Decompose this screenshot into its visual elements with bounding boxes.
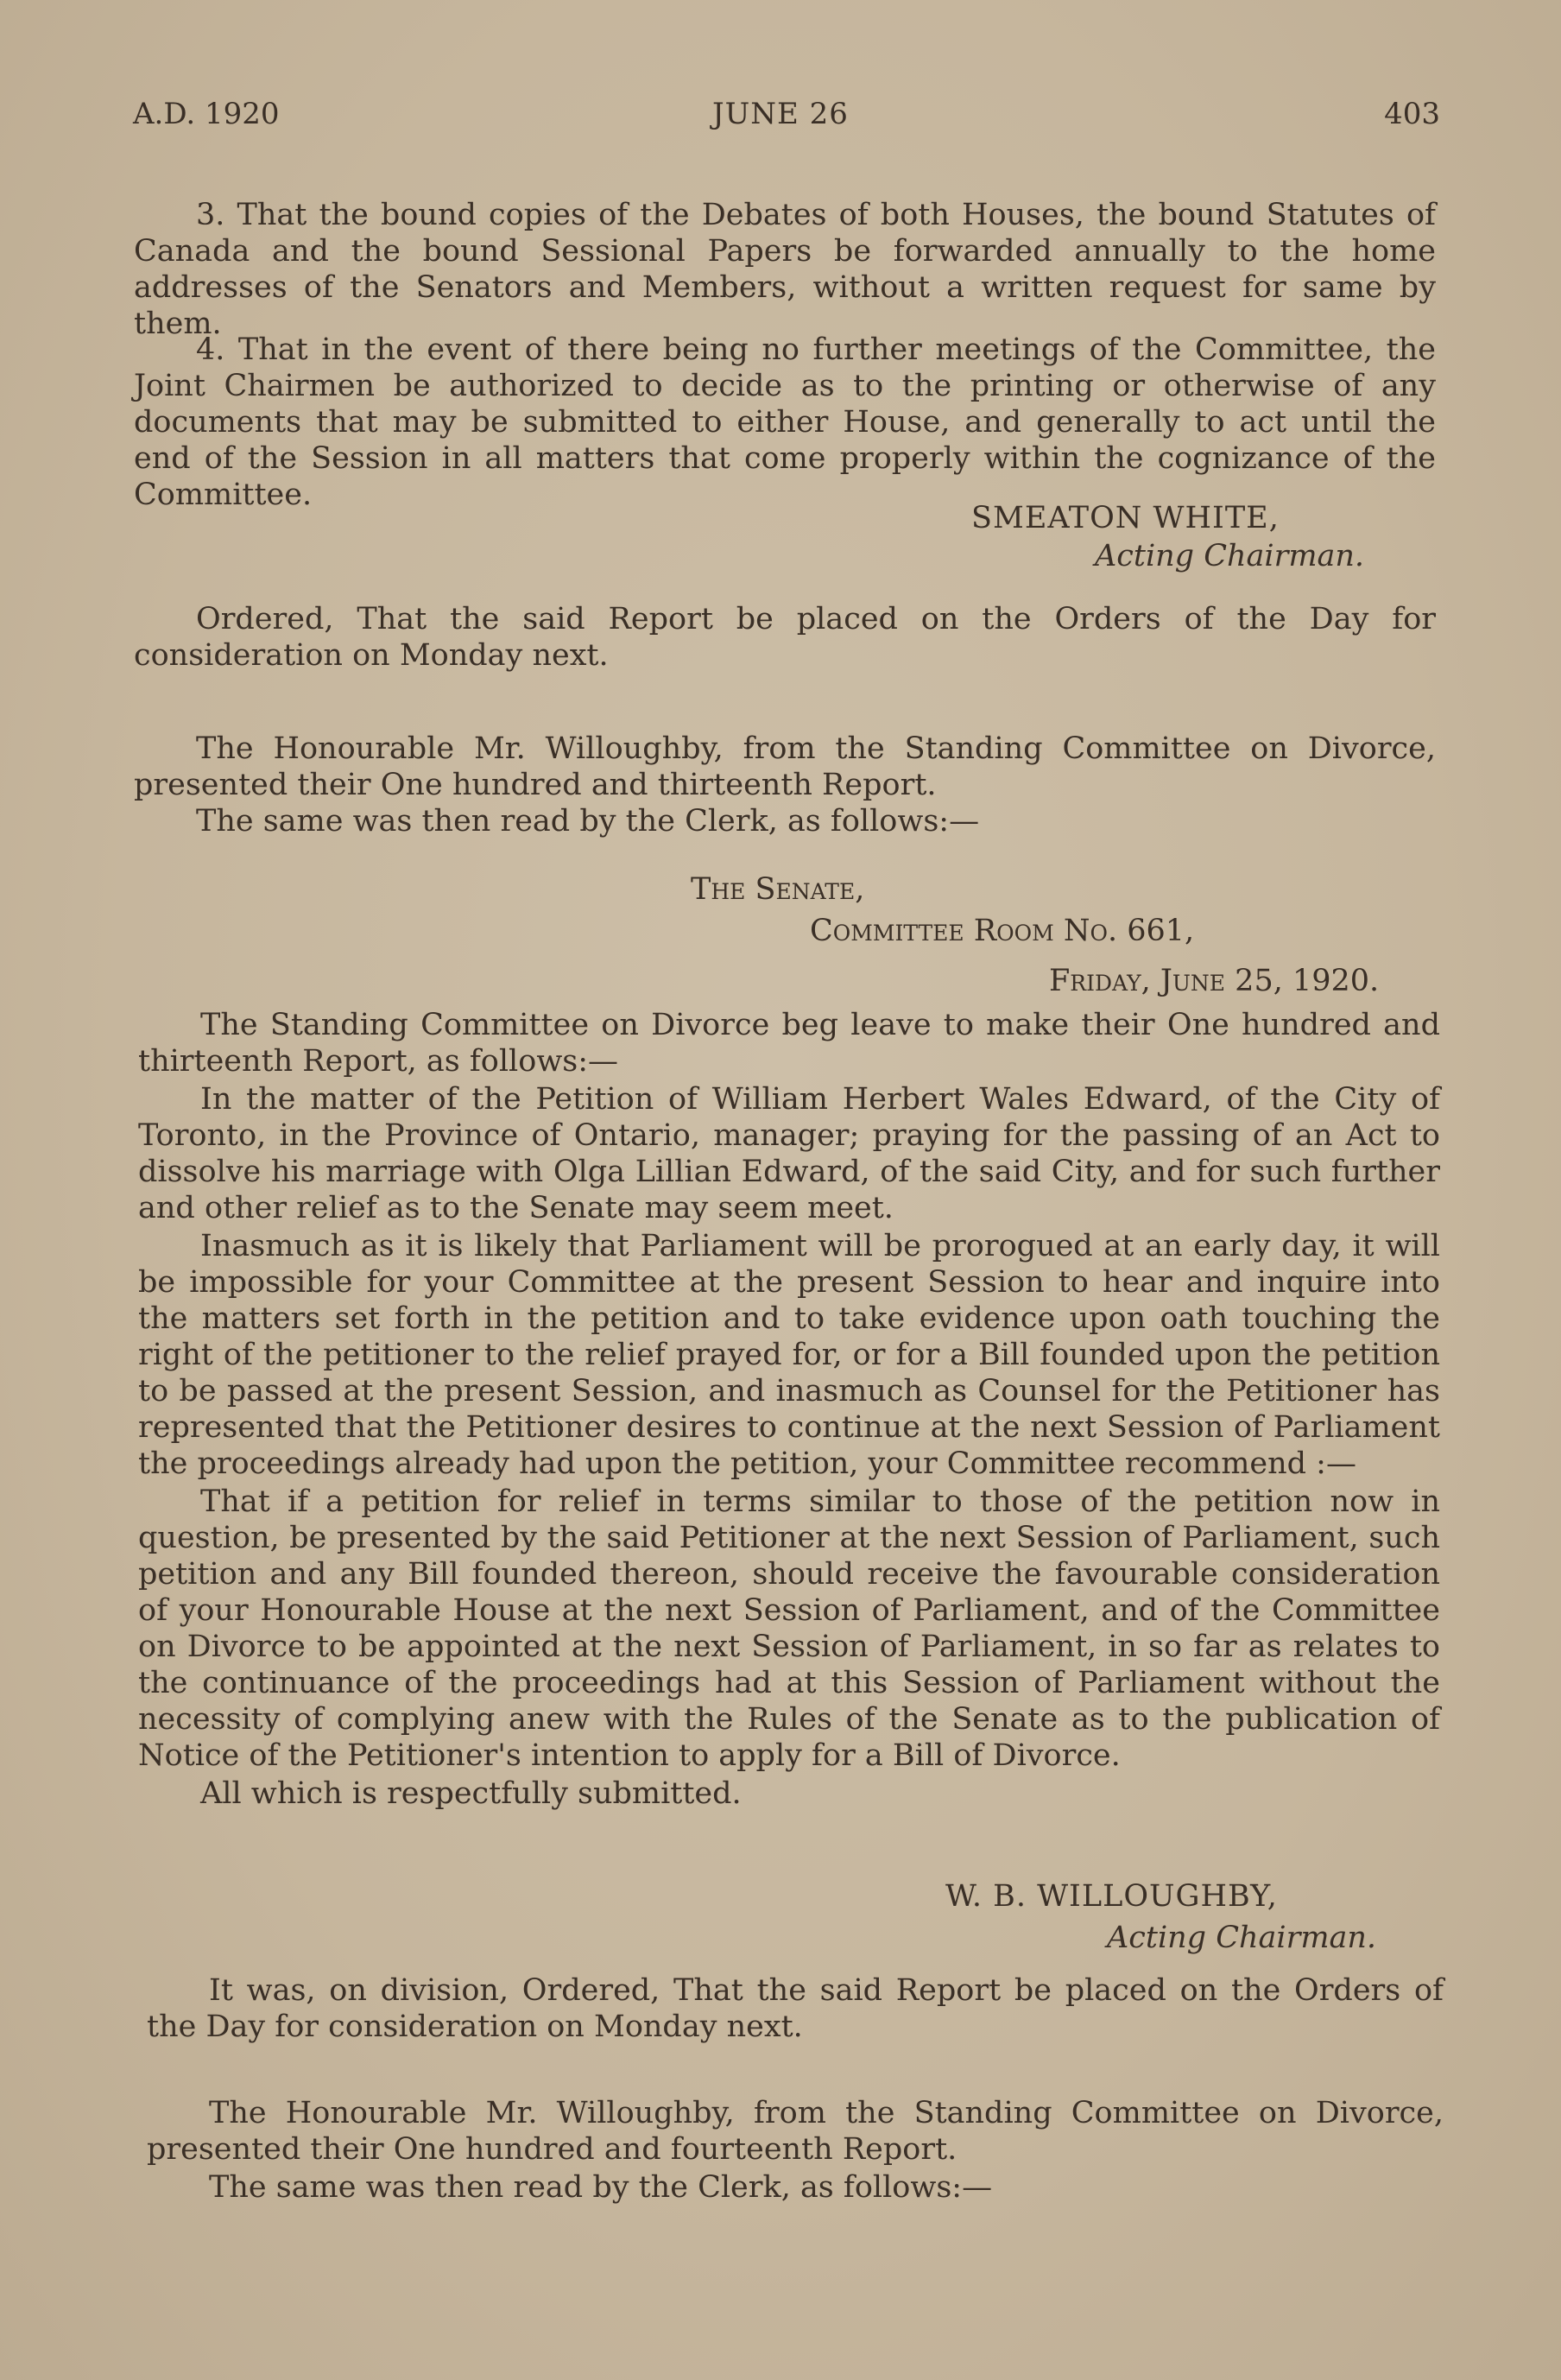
paragraph-text: In the matter of the Petition of William Herbert Wales Edward, of the City of Toronto, in the Province of Ontario, manager; praying for the passing of an Act to dissolve his marriage with Olga Lillian Edward, of the said City, and for such further and other relief as to the Senate may seem meet. (138, 1082, 1440, 1225)
paragraph-text: The Standing Committee on Divorce beg leave to make their One hundred and thirteenth Report, as follows:— (138, 1008, 1440, 1079)
paragraph-text: The Honourable Mr. Willoughby, from the Standing Committee on Divorce, presented their One hundred and fourteenth Report. (147, 2096, 1444, 2167)
paragraph-3 (134, 197, 1436, 342)
report-read (147, 2169, 1444, 2206)
signature-name: W. B. WILLOUGHBY, (945, 1879, 1278, 1914)
paragraph-text: The same was then read by the Clerk, as follows:— (196, 804, 980, 839)
paragraph-text: 4. That in the event of there being no further meetings of the Committee, the Joint Chairmen be authorized to decide as to the printing or otherwise of any documents that may be submitted to either House, and generally to act until the end of the Session in all matters that come properly within the cognizance of the Committee. (134, 332, 1436, 512)
address-room: Committee Room No. 661, (810, 914, 1195, 948)
report-read (134, 803, 1436, 839)
report-body (138, 1007, 1440, 1812)
address-date: Friday, June 25, 1920. (1049, 964, 1380, 998)
paragraph-text: Inasmuch as it is likely that Parliament will be prorogued at an early day, it will be impossible for your Committee at the present Session to hear and inquire into the matters set forth in the petition and to take evidence upon oath touching the right of the petitioner to the relief prayed for, or for a Bill founded upon the petition to be passed at the present Session, and inasmuch as Counsel for the Petitioner has represented that the Petitioner desires to continue at the next Session of Parliament the proceedings already had upon the petition, your Committee recommend :— (138, 1229, 1440, 1481)
paragraph-text: That if a petition for relief in terms similar to those of the petition now in question, be presented by the said Petitioner at the next Session of Parliament, such petition and any Bill founded thereon, should receive the favourable consideration of your Honourable House at the next Session of Parliament, and of the Committee on Divorce to be appointed at the next Session of Parliament, in so far as relates to the continuance of the proceedings had at this Session of Parliament without the necessity of complying anew with the Rules of the Senate as to the publication of Notice of the Petitioner's intention to apply for a Bill of Divorce. (138, 1484, 1440, 1773)
report-intro (147, 2095, 1444, 2168)
paragraph-text: 3. That the bound copies of the Debates of both Houses, the bound Statutes of Canada and the bound Sessional Papers be forwarded annually to the home addresses of the Senators and Members, without a written request for same by them. (134, 198, 1436, 341)
paragraph-4 (134, 332, 1436, 513)
address-senate: The Senate, (691, 872, 865, 907)
signature-title: Acting Chairman. (1095, 539, 1365, 573)
page-header (130, 97, 1440, 140)
signature-title: Acting Chairman. (1107, 1921, 1377, 1955)
paragraph-text: It was, on division, Ordered, That the said Report be placed on the Orders of the Day for consideration on Monday next. (147, 1973, 1444, 2044)
order-paragraph (147, 1972, 1444, 2045)
paragraph-text: The same was then read by the Clerk, as follows:— (209, 2170, 993, 2205)
signature-name: SMEATON WHITE, (971, 501, 1280, 535)
page-number: 403 (1384, 97, 1440, 131)
paragraph-text: Ordered, That the said Report be placed on the Orders of the Day for consideration on Monday next. (134, 602, 1436, 673)
header-date: JUNE 26 (712, 97, 849, 131)
header-year: A.D. 1920 (133, 97, 280, 131)
paragraph-text: All which is respectfully submitted. (200, 1776, 742, 1811)
report-intro (134, 731, 1436, 803)
paragraph-text: The Honourable Mr. Willoughby, from the Standing Committee on Divorce, presented their One hundred and thirteenth Report. (134, 731, 1436, 802)
order-paragraph (134, 601, 1436, 674)
